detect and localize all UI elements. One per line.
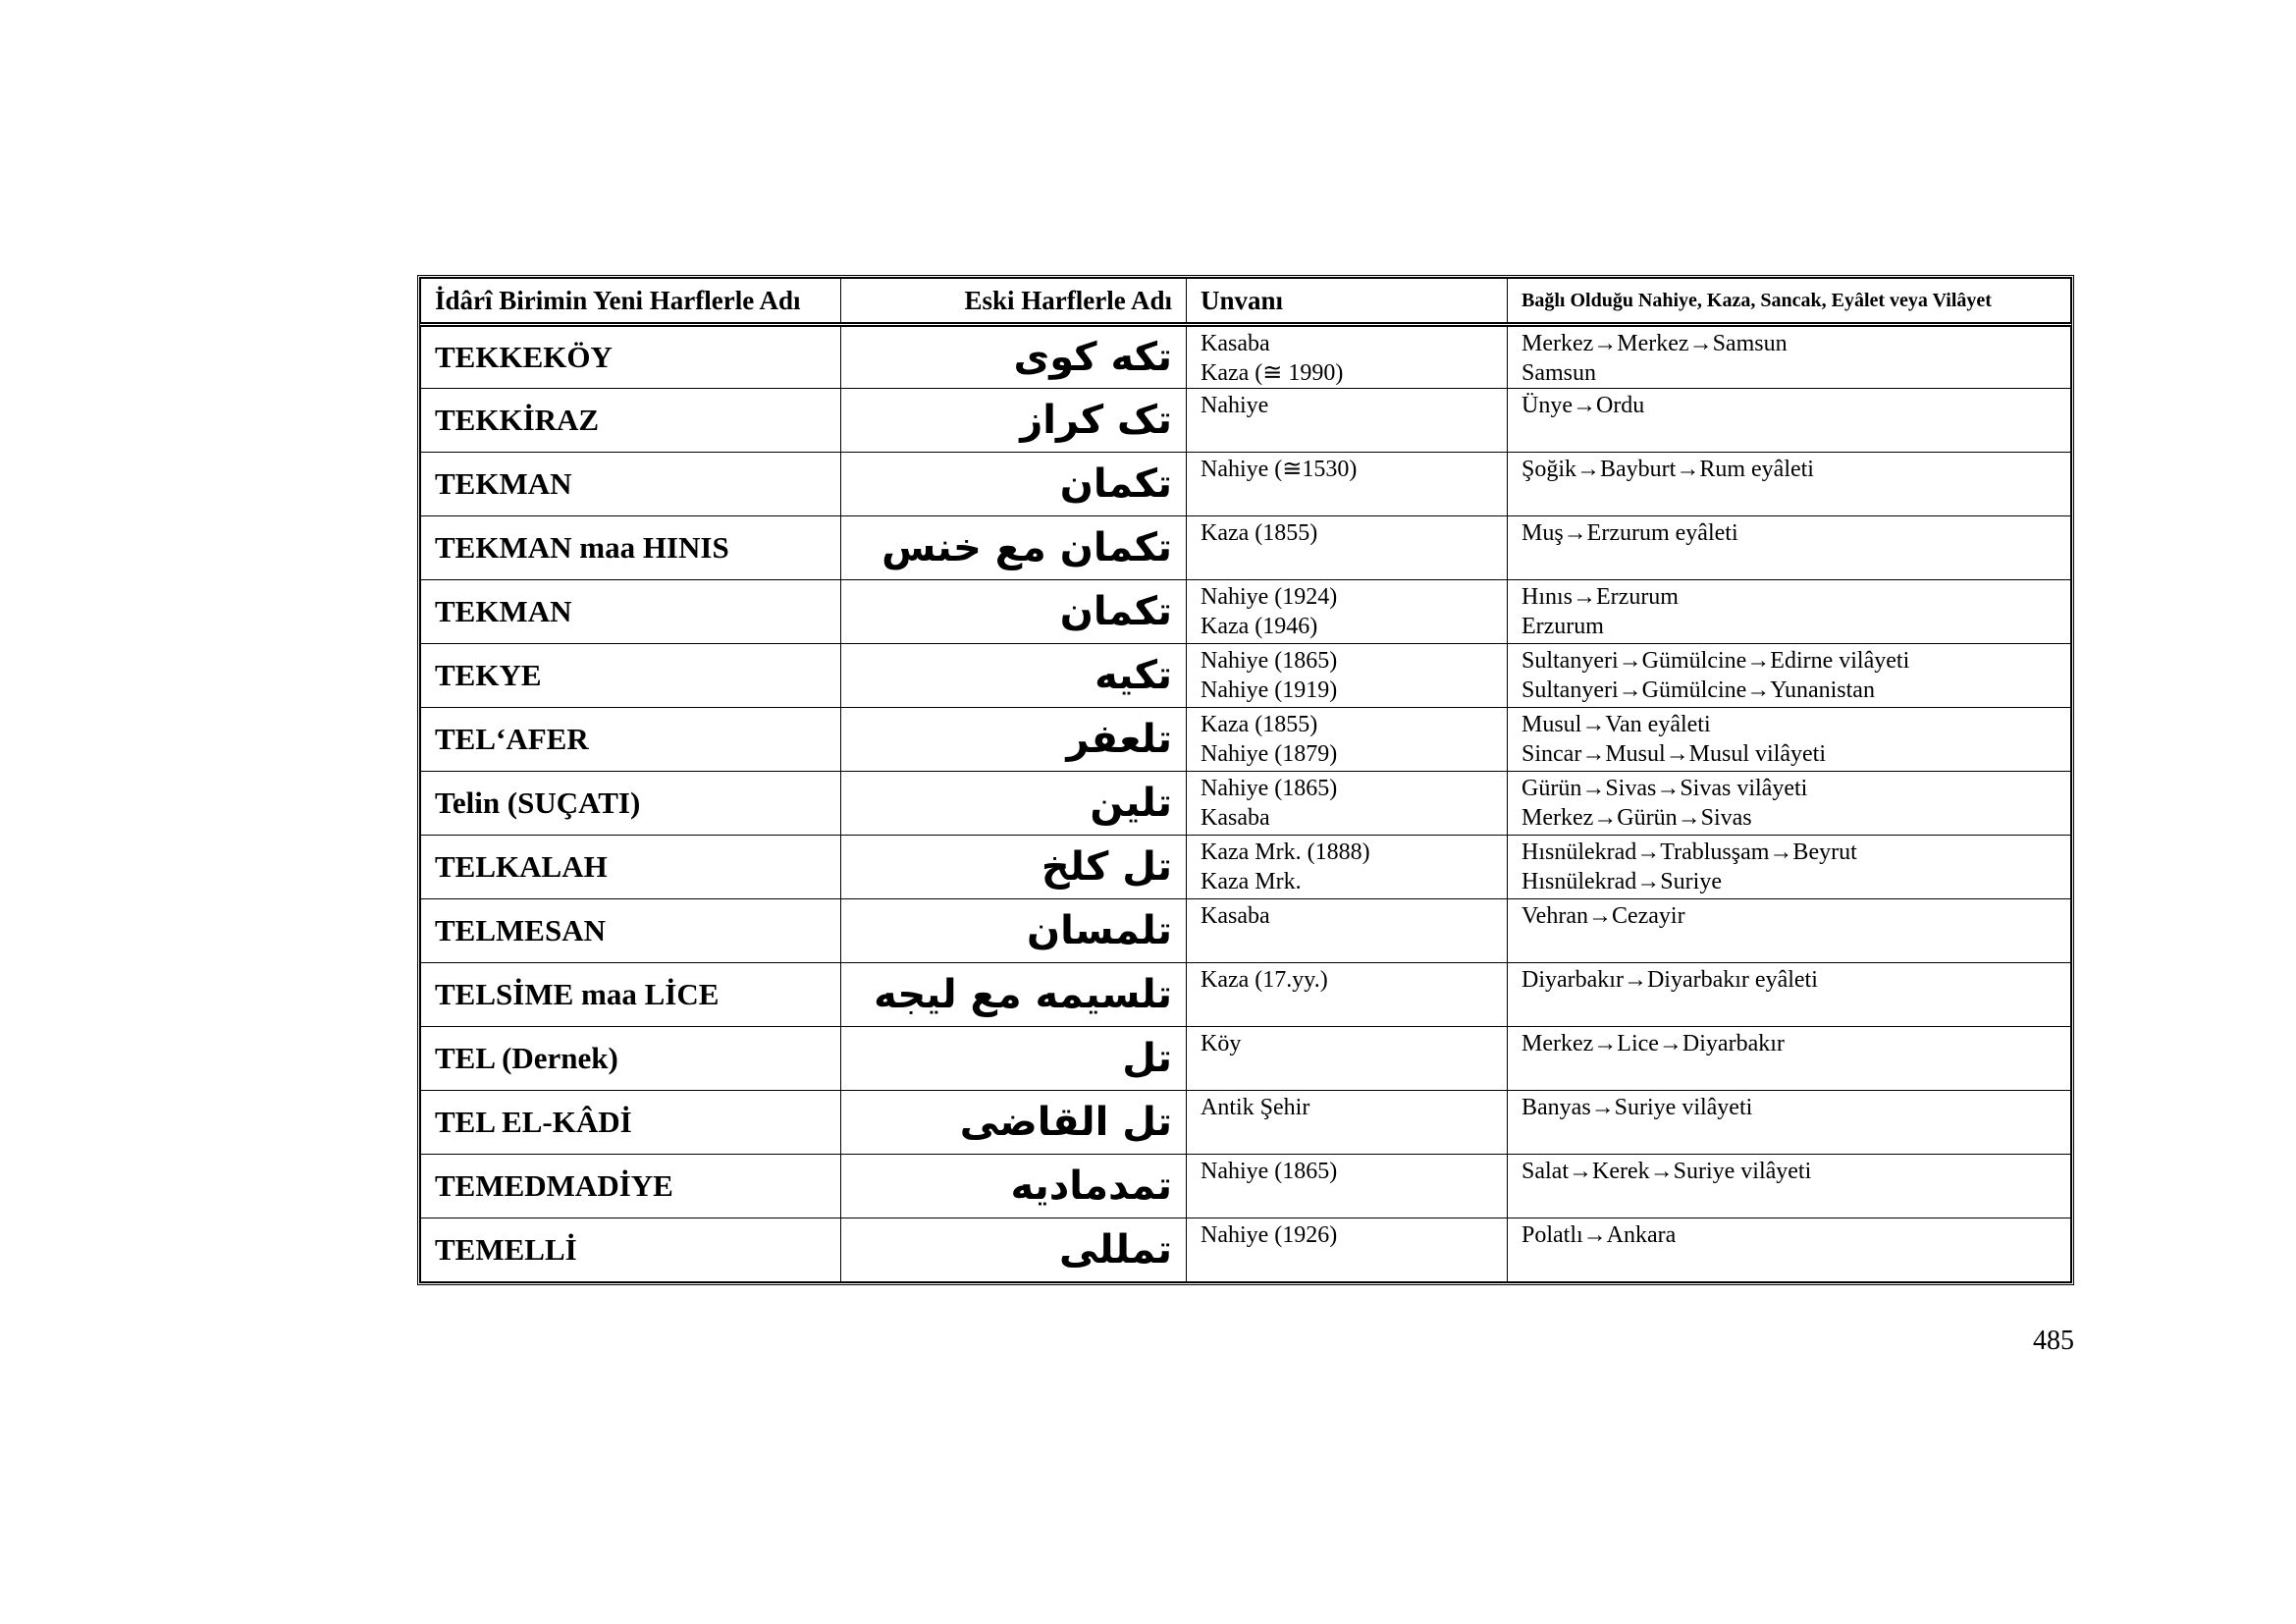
row-title: Nahiye (≅1530) xyxy=(1201,457,1358,482)
table-row xyxy=(421,644,2071,708)
row-affiliation: Musul→Van eyâleti xyxy=(1522,712,1711,737)
row-affiliation-cell xyxy=(1508,516,2071,580)
table-row xyxy=(421,772,2071,836)
row-title: Kasaba xyxy=(1201,903,1270,929)
row-title-cell xyxy=(1187,836,1508,899)
page-number: 485 xyxy=(2033,1326,2074,1356)
row-old-name: تمللی xyxy=(841,1218,1187,1282)
row-affiliation: Sultanyeri→Gümülcine→Yunanistan xyxy=(1522,677,1875,703)
row-title-cell xyxy=(1187,516,1508,580)
row-old-name: تکیه xyxy=(841,644,1187,708)
row-title: Kaza Mrk. xyxy=(1201,869,1302,894)
row-new-name: TEL‘AFER xyxy=(421,708,841,772)
row-title: Antik Şehir xyxy=(1201,1095,1310,1120)
row-affiliation: Hısnülekrad→Suriye xyxy=(1522,869,1722,894)
row-affiliation: Sincar→Musul→Musul vilâyeti xyxy=(1522,741,1826,767)
table-row xyxy=(421,1091,2071,1155)
row-title: Kaza (≅ 1990) xyxy=(1201,360,1344,386)
row-title-cell xyxy=(1187,453,1508,516)
table-row xyxy=(421,1027,2071,1091)
table-body xyxy=(421,325,2071,1282)
gazetteer-table-frame xyxy=(417,275,2074,1285)
gazetteer-table xyxy=(420,278,2071,1282)
row-new-name: TELMESAN xyxy=(421,899,841,963)
row-title-cell xyxy=(1187,1027,1508,1091)
row-new-name: TEKMAN xyxy=(421,580,841,644)
row-title: Nahiye (1926) xyxy=(1201,1222,1338,1248)
row-affiliation: Diyarbakır→Diyarbakır eyâleti xyxy=(1522,967,1818,993)
row-affiliation-cell xyxy=(1508,1091,2071,1155)
row-new-name: TEMELLİ xyxy=(421,1218,841,1282)
row-old-name: تل کلخ xyxy=(841,836,1187,899)
row-affiliation: Merkez→Merkez→Samsun xyxy=(1522,331,1788,356)
row-title-cell xyxy=(1187,708,1508,772)
row-title-cell xyxy=(1187,963,1508,1027)
table-row xyxy=(421,899,2071,963)
row-new-name: TEKMAN maa HINIS xyxy=(421,516,841,580)
row-affiliation: Banyas→Suriye vilâyeti xyxy=(1522,1095,1753,1120)
row-affiliation: Şoğik→Bayburt→Rum eyâleti xyxy=(1522,457,1814,482)
row-title: Kaza (17.yy.) xyxy=(1201,967,1328,993)
row-old-name: تمدمادیه xyxy=(841,1155,1187,1218)
row-affiliation: Samsun xyxy=(1522,360,1597,386)
header-affiliation: Bağlı Olduğu Nahiye, Kaza, Sancak, Eyâlet veya Vilâyet xyxy=(1508,279,2071,325)
row-new-name: TEL EL-KÂDİ xyxy=(421,1091,841,1155)
row-new-name: TEMEDMADİYE xyxy=(421,1155,841,1218)
row-affiliation: Polatlı→Ankara xyxy=(1522,1222,1677,1248)
row-affiliation: Gürün→Sivas→Sivas vilâyeti xyxy=(1522,776,1808,801)
row-affiliation-cell xyxy=(1508,899,2071,963)
row-title: Nahiye (1865) xyxy=(1201,648,1338,674)
table-header xyxy=(421,279,2071,325)
header-new-name: İdârî Birimin Yeni Harflerle Adı xyxy=(421,279,841,325)
row-new-name: Telin (SUÇATI) xyxy=(421,772,841,836)
row-title-cell xyxy=(1187,899,1508,963)
header-old-name: Eski Harflerle Adı xyxy=(841,279,1187,325)
row-title: Nahiye (1865) xyxy=(1201,1159,1338,1184)
row-affiliation-cell xyxy=(1508,644,2071,708)
row-title: Nahiye (1919) xyxy=(1201,677,1338,703)
row-old-name: تلین xyxy=(841,772,1187,836)
header-row xyxy=(421,279,2071,325)
row-old-name: تلعفر xyxy=(841,708,1187,772)
row-affiliation: Salat→Kerek→Suriye vilâyeti xyxy=(1522,1159,1812,1184)
row-title-cell xyxy=(1187,1091,1508,1155)
row-old-name: تکمان xyxy=(841,580,1187,644)
row-affiliation: Sultanyeri→Gümülcine→Edirne vilâyeti xyxy=(1522,648,1910,674)
row-new-name: TELSİME maa LİCE xyxy=(421,963,841,1027)
header-title: Unvanı xyxy=(1187,279,1508,325)
row-title-cell xyxy=(1187,1218,1508,1282)
row-title: Kaza (1946) xyxy=(1201,614,1318,639)
row-old-name: تکمان مع خنس xyxy=(841,516,1187,580)
table-row xyxy=(421,325,2071,389)
row-title-cell xyxy=(1187,325,1508,389)
row-affiliation: Vehran→Cezayir xyxy=(1522,903,1685,929)
table-row xyxy=(421,836,2071,899)
row-title: Kaza Mrk. (1888) xyxy=(1201,839,1370,865)
row-affiliation: Merkez→Lice→Diyarbakır xyxy=(1522,1031,1785,1056)
row-title-cell xyxy=(1187,644,1508,708)
row-affiliation: Hınıs→Erzurum xyxy=(1522,584,1679,610)
row-affiliation-cell xyxy=(1508,836,2071,899)
row-affiliation: Hısnülekrad→Trablusşam→Beyrut xyxy=(1522,839,1857,865)
table-row xyxy=(421,389,2071,453)
table-row xyxy=(421,708,2071,772)
table-row xyxy=(421,1218,2071,1282)
row-new-name: TELKALAH xyxy=(421,836,841,899)
row-title: Kaza (1855) xyxy=(1201,712,1318,737)
row-title: Kasaba xyxy=(1201,331,1270,356)
row-affiliation: Erzurum xyxy=(1522,614,1604,639)
row-new-name: TEKYE xyxy=(421,644,841,708)
row-new-name: TEL (Dernek) xyxy=(421,1027,841,1091)
row-affiliation: Muş→Erzurum eyâleti xyxy=(1522,520,1738,546)
row-new-name: TEKMAN xyxy=(421,453,841,516)
row-affiliation-cell xyxy=(1508,325,2071,389)
row-old-name: تل xyxy=(841,1027,1187,1091)
row-old-name: تلسیمه مع لیجه xyxy=(841,963,1187,1027)
row-title: Köy xyxy=(1201,1031,1242,1056)
row-title: Nahiye (1924) xyxy=(1201,584,1338,610)
table-row xyxy=(421,453,2071,516)
row-affiliation: Ünye→Ordu xyxy=(1522,393,1645,418)
row-old-name: تک کراز xyxy=(841,389,1187,453)
table-row xyxy=(421,1155,2071,1218)
row-title: Nahiye xyxy=(1201,393,1269,418)
row-title-cell xyxy=(1187,389,1508,453)
row-title: Kaza (1855) xyxy=(1201,520,1318,546)
row-title-cell xyxy=(1187,580,1508,644)
row-old-name: تکمان xyxy=(841,453,1187,516)
row-affiliation-cell xyxy=(1508,453,2071,516)
row-old-name: تل القاضی xyxy=(841,1091,1187,1155)
table-row xyxy=(421,963,2071,1027)
row-new-name: TEKKİRAZ xyxy=(421,389,841,453)
row-title-cell xyxy=(1187,772,1508,836)
table-row xyxy=(421,516,2071,580)
row-new-name: TEKKEKÖY xyxy=(421,325,841,389)
row-title: Kasaba xyxy=(1201,805,1270,831)
row-title: Nahiye (1879) xyxy=(1201,741,1338,767)
row-affiliation: Merkez→Gürün→Sivas xyxy=(1522,805,1752,831)
row-affiliation-cell xyxy=(1508,1027,2071,1091)
row-title: Nahiye (1865) xyxy=(1201,776,1338,801)
row-affiliation-cell xyxy=(1508,963,2071,1027)
row-affiliation-cell xyxy=(1508,389,2071,453)
row-affiliation-cell xyxy=(1508,772,2071,836)
row-affiliation-cell xyxy=(1508,580,2071,644)
row-title-cell xyxy=(1187,1155,1508,1218)
row-old-name: تکه کوی xyxy=(841,325,1187,389)
row-affiliation-cell xyxy=(1508,1155,2071,1218)
row-affiliation-cell xyxy=(1508,708,2071,772)
row-old-name: تلمسان xyxy=(841,899,1187,963)
table-row xyxy=(421,580,2071,644)
row-affiliation-cell xyxy=(1508,1218,2071,1282)
